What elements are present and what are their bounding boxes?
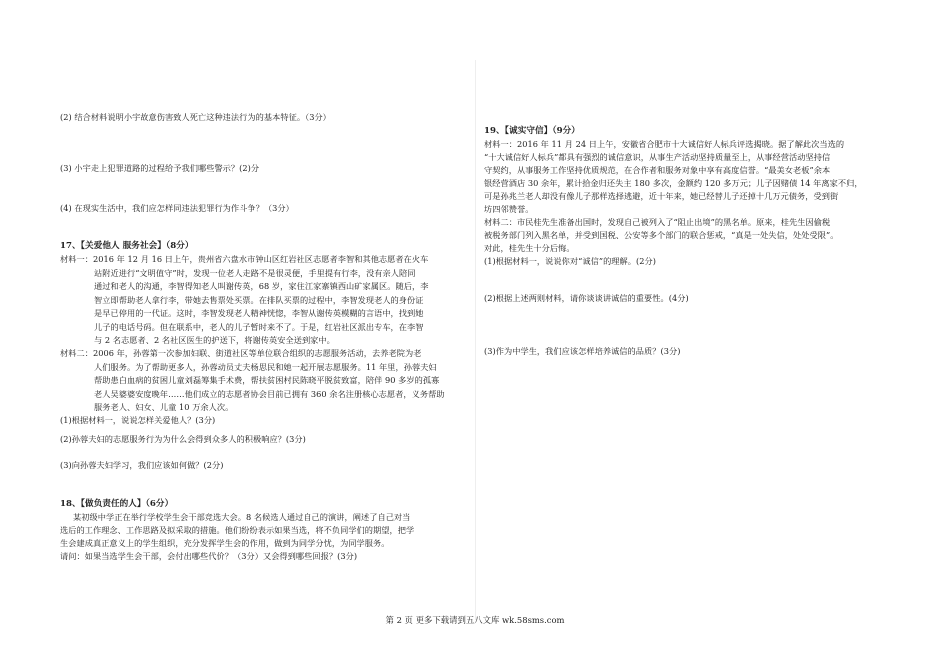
q17-sub1: (1)根据材料一，说说怎样关爱他人？(3分) [60, 415, 216, 425]
q19-material1-line: “十大诚信好人标兵”都具有强烈的诚信意识，从事生产活动坚持质量至上，从事经营活动坚持信 [484, 152, 831, 162]
q16-sub2: (2) 结合材料说明小宇故意伤害致人死亡这种违法行为的基本特征。（3分） [60, 112, 331, 122]
q17-material2-line: 老人吴婆婆安度晚年……他们成立的志愿者协会目前已拥有 360 余名注册核心志愿者，义务帮助 [94, 389, 445, 399]
q19-material1-line: 守契约，从事服务工作坚持优质规范，在合作者和服务对象中享有高度信誉。“最美女老板”余本 [484, 165, 831, 175]
page-footer: 第 2 页 更多下载请到五八文库 wk.58sms.com [385, 615, 565, 625]
q17-material2-line: 材料二：2006 年，孙蓉第一次参加妇联、街道社区等单位联合组织的志愿服务活动，去养老院为老 [60, 348, 422, 358]
column-divider [475, 60, 476, 620]
q17-sub3: (3)向孙蓉夫妇学习，我们应该如何做？(2分) [60, 460, 224, 470]
q16-sub4: (4) 在现实生活中，我们应怎样同违法犯罪行为作斗争？（3分） [60, 203, 294, 213]
q18-title: 18、【做负责任的人】（6分） [60, 499, 174, 509]
q17-material1-line: 与 2 名志愿者、2 名社区医生的护送下，将谢传英安全送到家中。 [94, 335, 335, 345]
q17-material1-line: 站附近进行“文明值守”时，发现一位老人走路不是很灵便，手里提有行李，没有亲人陪同 [94, 268, 416, 278]
q17-sub2: (2)孙蓉夫妇的志愿服务行为为什么会得到众多人的积极响应？(3分) [60, 434, 306, 444]
q19-material2-line: 被税务部门列入黑名单，并受到国税、公安等多个部门的联合惩戒，“真是一处失信，处处受限”。 [484, 230, 839, 240]
q18-line: 某初级中学正在举行学校学生会干部竞选大会。8 名候选人通过自己的演讲，阐述了自己对当 [73, 512, 411, 522]
q16-sub3: (3) 小宇走上犯罪道路的过程给予我们哪些警示？(2)分 [60, 163, 260, 173]
q17-material1-line: 智立即帮助老人拿行李，带她去售票处买票。在排队买票的过程中，李智发现老人的身份证 [94, 295, 424, 305]
q18-line: 生会建成真正意义上的学生组织，充分发挥学生会的作用，做到为同学分忧，为同学服务。 [60, 538, 390, 548]
q17-material2-line: 帮助患白血病的贫困儿童刘磊筹集手术费，帮扶贫困村民陈晓平脱贫致富，陪伴 90 多岁的孤寡 [94, 375, 440, 385]
q17-material1-line: 是早已停用的一代证。这时，李智发现老人精神恍惚，李智从谢传英模糊的言语中，找到她 [94, 308, 424, 318]
q19-sub1: (1)根据材料一，说说你对“诚信”的理解。(2分) [484, 256, 657, 266]
q19-material1-line: 可是孙兆兰老人却没有像儿子那样选择逃避，近十年来，她已经替儿子还掉十几万元债务，受到街 [484, 191, 839, 201]
q17-material1-line: 材料一：2016 年 12 月 16 日上午，贵州省六盘水市钟山区红岩社区志愿者李智和其他志愿者在火车 [60, 254, 429, 264]
q19-material1-line: 坊四邻赞誉。 [484, 204, 534, 214]
q17-material1-line: 儿子的电话号码。但在联系中，老人的儿子暂时来不了。于是，红岩社区派出专车，在李智 [94, 322, 424, 332]
q17-material1-line: 通过和老人的沟通，李智得知老人叫谢传英，68 岁，家住江家寨镇西山矿家属区。随后，李 [94, 281, 429, 291]
q19-sub2: (2)根据上述两则材料，请你谈谈讲诚信的重要性。(4分) [484, 293, 689, 303]
q19-sub3: (3)作为中学生，我们应该怎样培养诚信的品质？(3分) [484, 346, 681, 356]
q19-material2-line: 材料二：市民桂先生准备出国时，发现自己被列入了“阻止出境”的黑名单。原来，桂先生因偷税 [484, 217, 831, 227]
q18-line: 选后的工作理念、工作思路及拟采取的措施。他们纷纷表示如果当选，将不负同学们的期望，把学 [60, 525, 415, 535]
q19-title: 19、【诚实守信】（9分） [484, 126, 580, 136]
q17-material2-line: 服务老人、妇女、儿童 10 万余人次。 [94, 402, 234, 412]
q17-title: 17、【关爱他人 服务社会】（8分） [60, 241, 194, 251]
q19-material1-line: 材料一：2016 年 11 月 24 日上午，安徽省合肥市十大诚信好人标兵评选揭晓。据了解此次当选的 [484, 139, 845, 149]
q17-material2-line: 人们服务。为了帮助更多人，孙蓉动员丈夫杨思民和她一起开展志愿服务。11 年里，孙蓉夫妇 [94, 362, 437, 372]
q19-material2-line: 对此，桂先生十分后悔。 [484, 243, 575, 253]
q19-material1-line: 银经营酒店 30 余年，累计拾金归还失主 180 多次，金额约 120 多万元；儿子因赌债 14 年离家不归， [484, 178, 863, 188]
q18-line: 请问：如果当选学生会干部，会付出哪些代价？（3分）又会得到哪些回报？(3分) [60, 551, 358, 561]
